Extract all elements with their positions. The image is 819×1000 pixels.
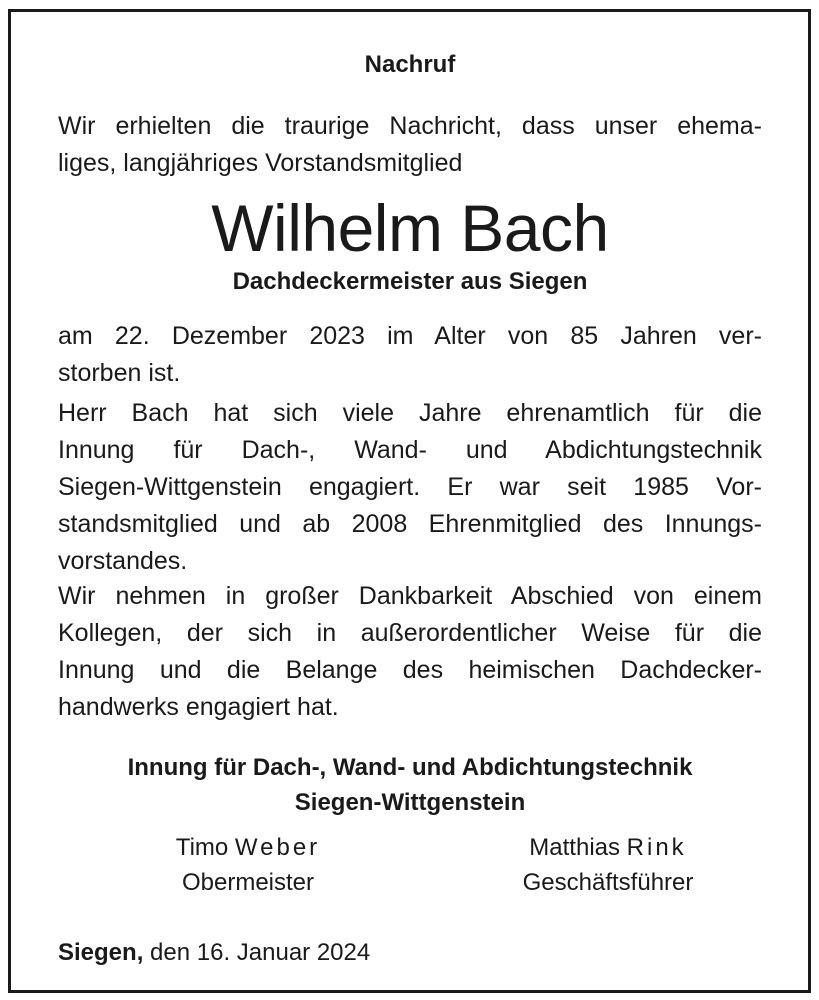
signatory-name: Timo Weber [175,834,321,861]
farewell-line: Innung und die Belange des heimischen Dachdecker- [58,656,762,684]
bio-line: Innung für Dach-, Wand- und Abdichtungstechnik [58,436,762,464]
farewell-line: handwerks engagiert hat. [58,693,339,721]
signatory-right [458,830,758,900]
bio-line: Herr Bach hat sich viele Jahre ehrenamtlich für die [58,399,762,427]
deceased-name: Wilhelm Bach [211,191,609,265]
death-line: am 22. Dezember 2023 im Alter von 85 Jahren ver- [58,322,762,350]
bio-line: Siegen-Wittgenstein engagiert. Er war seit 1985 Vor- [58,473,762,501]
signatory-left [118,830,378,900]
place: Siegen, [58,939,144,966]
death-line: storben ist. [58,359,181,387]
bio-line: standsmitglied und ab 2008 Ehrenmitglied des Innungs- [58,510,762,538]
signatory-name: Matthias Rink [529,834,687,861]
deceased-title: Dachdeckermeister aus Siegen [232,268,588,295]
obituary-heading: Nachruf [364,51,456,78]
signatory-role: Geschäftsführer [522,869,694,896]
obituary-frame [8,9,811,993]
intro-line: liges, langjähriges Vorstandsmitglied [58,149,463,177]
farewell-paragraph [58,578,762,726]
organization-region: Siegen-Wittgenstein [294,789,526,816]
intro-paragraph [58,108,762,182]
farewell-line: Wir nehmen in großer Dankbarkeit Abschied von einem [58,582,762,610]
death-paragraph [58,318,762,392]
signatory-role: Obermeister [181,869,315,896]
farewell-line: Kollegen, der sich in außerordentlicher Weise für die [58,619,762,647]
bio-line: vorstandes. [58,547,188,575]
date: den 16. Januar 2024 [150,939,371,966]
bio-paragraph [58,395,762,580]
organization-name: Innung für Dach-, Wand- und Abdichtungstechnik [127,754,693,781]
intro-line: Wir erhielten die traurige Nachricht, dass unser ehema- [58,112,762,140]
place-date-line [58,938,370,968]
